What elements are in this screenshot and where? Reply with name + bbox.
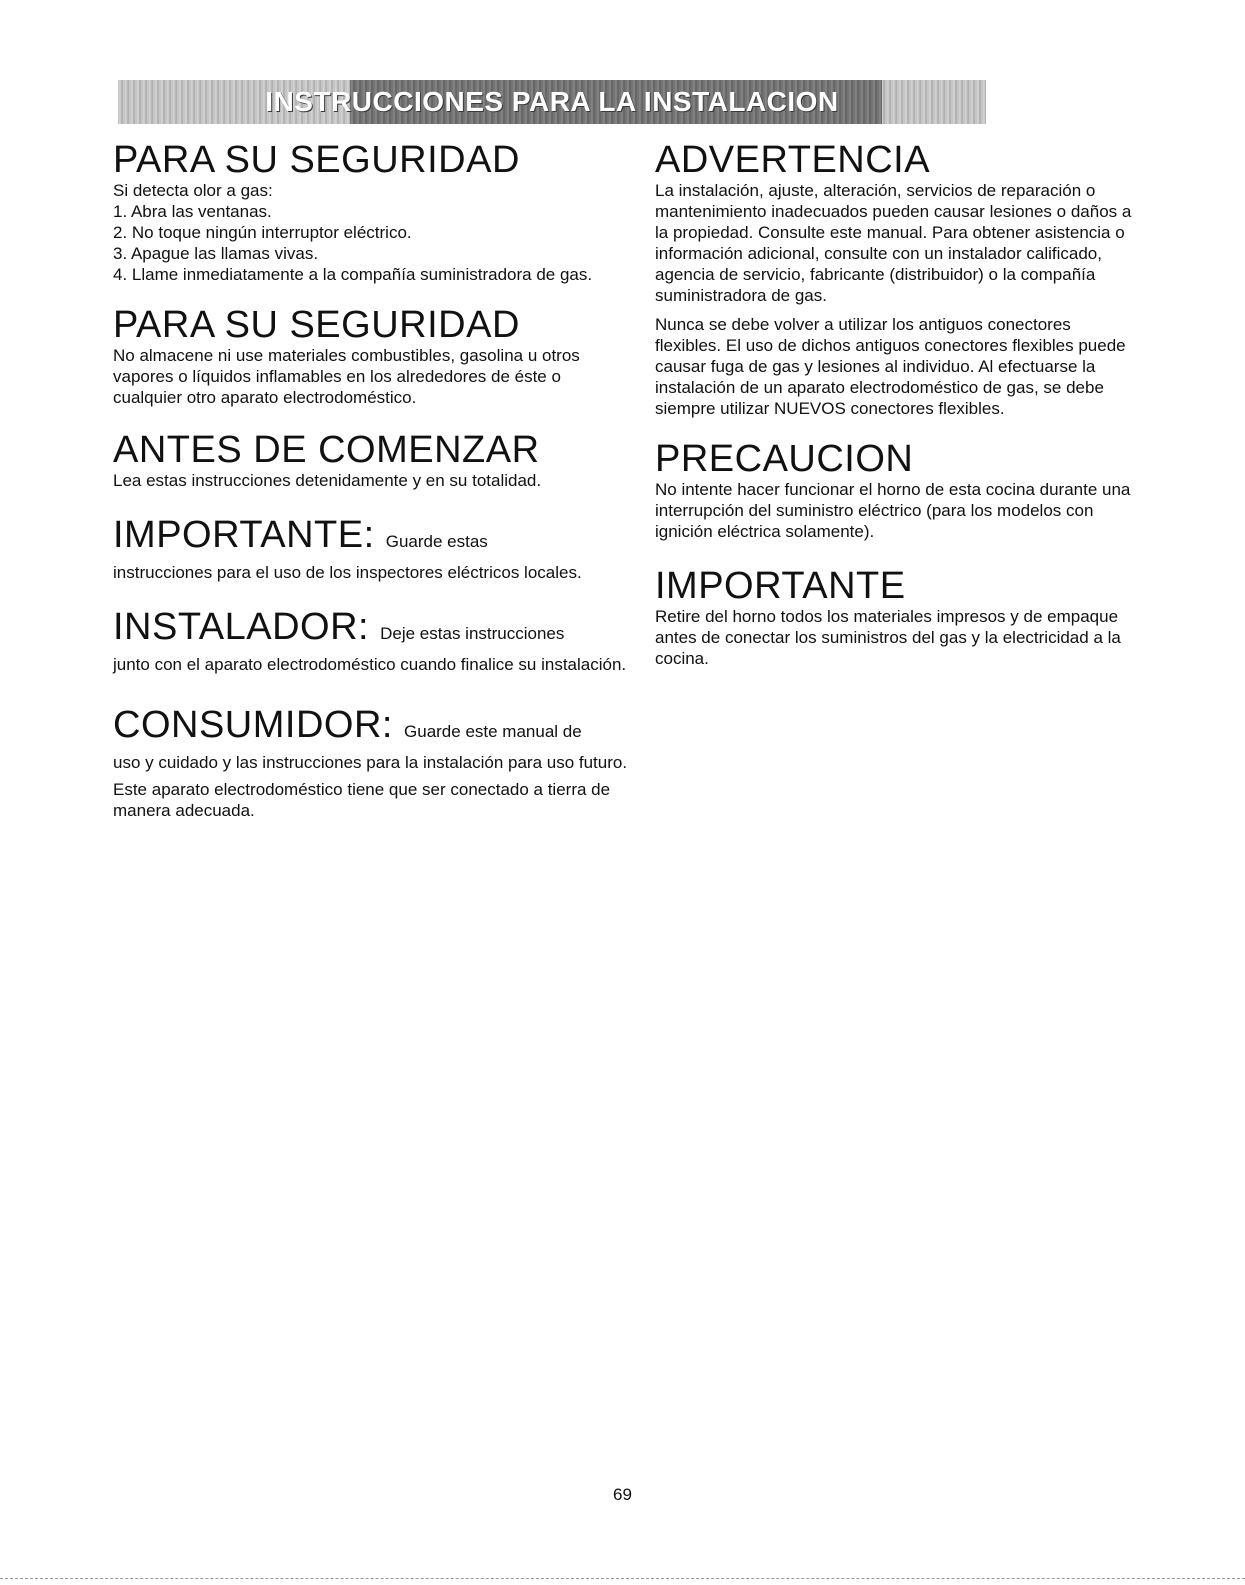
heading-instalador: INSTALADOR:: [113, 606, 370, 648]
heading-para-su-seguridad-2: PARA SU SEGURIDAD: [113, 304, 520, 346]
gas-smell-steps: [113, 201, 633, 285]
left-column: [113, 140, 633, 821]
list-item: 2. No toque ningún interruptor eléctrico.: [113, 223, 412, 242]
heading-importante-right: IMPORTANTE: [655, 565, 906, 607]
heading-para-su-seguridad-1: PARA SU SEGURIDAD: [113, 139, 520, 181]
page-number: 69: [613, 1485, 632, 1504]
section-advertencia: [655, 140, 1135, 419]
section-importante-left: [113, 515, 633, 583]
list-item: 3. Apague las llamas vivas.: [113, 244, 319, 263]
section-para-su-seguridad-2: [113, 305, 633, 408]
instalador-lead: Deje estas instrucciones: [380, 624, 565, 643]
importante-lead: Guarde estas: [385, 532, 488, 551]
heading-line-instalador: [113, 607, 633, 654]
section-instalador: [113, 607, 633, 675]
section-antes-de-comenzar: [113, 430, 633, 491]
page-title: INSTRUCCIONES PARA LA INSTALACION: [265, 86, 839, 117]
advertencia-body-1: La instalación, ajuste, alteración, servicios de reparación o mantenimiento inadecuados pueden causar lesiones o daños a la propiedad. Consulte este manual. Para obtener asistencia o información adicional, consulte con un instalador calificado, agencia de servicio, fabricante (distribuidor) o la compañía suministradora de gas.: [655, 181, 1132, 305]
footer-divider: [0, 1578, 1245, 1580]
section-consumidor: [113, 705, 633, 821]
heading-importante-left: IMPORTANTE:: [113, 514, 375, 556]
section-para-su-seguridad-1: [113, 140, 633, 285]
advertencia-body-2: Nunca se debe volver a utilizar los antiguos conectores flexibles. El uso de dichos antiguos conectores flexibles puede causar fuga de gas y lesiones al individuo. Al efectuarse la instalación de un aparato electrodoméstico de gas, se debe siempre utilizar NUEVOS conectores flexibles.: [655, 315, 1126, 418]
consumidor-lead: Guarde este manual de: [404, 722, 582, 741]
precaucion-body: No intente hacer funcionar el horno de esta cocina durante una interrupción del suministro eléctrico (para los modelos con ignición eléctrica solamente).: [655, 480, 1131, 541]
instalador-body: junto con el aparato electrodoméstico cuando finalice su instalación.: [113, 655, 627, 674]
gas-smell-intro: Si detecta olor a gas:: [113, 181, 273, 200]
right-column: [655, 140, 1135, 669]
list-item: 1. Abra las ventanas.: [113, 202, 272, 221]
importante-body: instrucciones para el uso de los inspectores eléctricos locales.: [113, 563, 582, 582]
heading-precaucion: PRECAUCION: [655, 438, 914, 480]
heading-advertencia: ADVERTENCIA: [655, 139, 931, 181]
section-precaucion: [655, 439, 1135, 542]
heading-consumidor: CONSUMIDOR:: [113, 704, 393, 746]
grounding-note: Este aparato electrodoméstico tiene que ser conectado a tierra de manera adecuada.: [113, 780, 611, 820]
flammables-warning: No almacene ni use materiales combustibles, gasolina u otros vapores o líquidos inflamables en los alrededores de éste o cualquier otro aparato electrodoméstico.: [113, 346, 580, 407]
importante-right-body: Retire del horno todos los materiales impresos y de empaque antes de conectar los suministros del gas y la electricidad a la cocina.: [655, 607, 1121, 668]
heading-antes-de-comenzar: ANTES DE COMENZAR: [113, 429, 540, 471]
heading-line-importante: [113, 515, 633, 562]
heading-line-consumidor: [113, 705, 633, 752]
read-instructions-text: Lea estas instrucciones detenidamente y en su totalidad.: [113, 471, 542, 490]
header-banner: [118, 80, 986, 124]
consumidor-body: uso y cuidado y las instrucciones para la instalación para uso futuro.: [113, 753, 628, 772]
list-item: 4. Llame inmediatamente a la compañía suministradora de gas.: [113, 265, 593, 284]
section-importante-right: [655, 566, 1135, 669]
